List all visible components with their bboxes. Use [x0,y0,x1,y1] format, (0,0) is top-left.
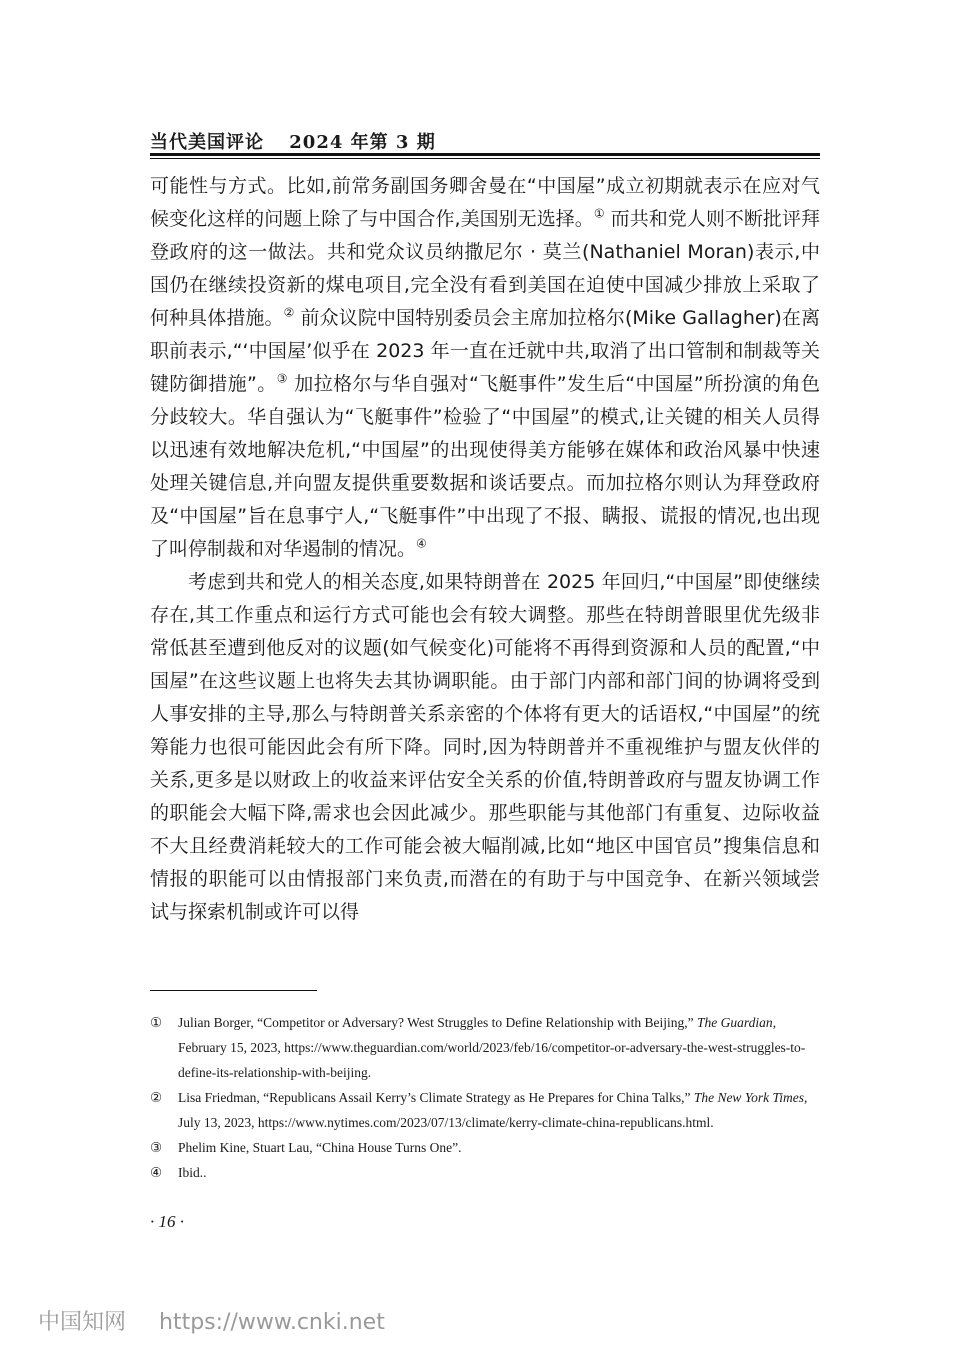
paragraph-text: 考虑到共和党人的相关态度,如果特朗普在 2025 年回归,“中国屋”即使继续存在,其工作重点和运行方式可能也会有较大调整。那些在特朗普眼里优先级非常低甚至遭到他反对的议题(如气候变化)可能将不再得到资源和人员的配置,“中国屋”在这些议题上也将失去其协调职能。由于部门内部和部门间的协调将受到人事安排的主导,那么与特朗普关系亲密的个体将有更大的话语权,“中国屋”的统筹能力也很可能因此会有所下降。同时,因为特朗普并不重视维护与盟友伙伴的关系,更多是以财政上的收益来评估安全关系的价值,特朗普政府与盟友协调工作的职能会大幅下降,需求也会因此减少。那些职能与其他部门有重复、边际收益不大且经费消耗较大的工作可能会被大幅削减,比如“地区中国官员”搜集信息和情报的职能可以由情报部门来负责,而潜在的有助于与中国竞争、在新兴领域尝试与探索机制或许可以得 [150,571,820,923]
footnote-source-title: The Guardian [697,1015,773,1030]
header-rule-thin [150,158,820,159]
footnote-ref[interactable]: ③ [276,371,288,386]
footnote-text: , July 13, 2023, https://www.nytimes.com/2023/07/13/climate/kerry-climate-china-republicans.html. [178,1090,808,1130]
footnote-text: Phelim Kine, Stuart Lau, “China House Turns One”. [178,1140,462,1155]
paragraph-text: 可能性与方式。比如,前常务副国务卿舍曼在“中国屋”成立初期就表示在应对气候变化这样的问题上除了与中国合作,美国别无选择。 [150,175,820,230]
footnote-text: Ibid.. [178,1165,207,1180]
footnote-text: Lisa Friedman, “Republicans Assail Kerry’s Climate Strategy as He Prepares for China Talks,” [178,1090,694,1105]
footnote-text: Julian Borger, “Competitor or Adversary? West Struggles to Define Relationship with Beijing,” [178,1015,698,1030]
footnote-item [150,1160,820,1185]
running-header [150,128,436,154]
paragraph-text: 而共和党人则不断批评拜登政府的这一做法。共和党众议员纳撒尼尔 · 莫兰(Nathaniel Moran)表示,中国仍在继续投资新的煤电项目,完全没有看到美国在迫使中国减少排放上采取了何种具体措施。 [150,208,820,329]
header-rule-thick [150,153,820,156]
footnote-ref[interactable]: ① [593,206,605,221]
footnote-mark: ② [150,1090,163,1105]
footnote-ref[interactable]: ② [283,305,295,320]
article-body [150,170,820,929]
footnote-item [150,1135,820,1160]
journal-title: 当代美国评论 [150,132,264,153]
footnote-item [150,1085,820,1135]
paragraph-text: 前众议院中国特别委员会主席加拉格尔(Mike Gallagher)在离职前表示,“‘中国屋’似乎在 2023 年一直在迁就中共,取消了出口管制和制裁等关键防御措施”。 [150,307,820,395]
footnote-rule [150,990,317,991]
footnote-mark: ④ [150,1165,163,1180]
watermark-brand: 中国知网 [38,1310,127,1335]
paragraph-text: 加拉格尔与华自强对“飞艇事件”发生后“中国屋”所扮演的角色分歧较大。华自强认为“飞艇事件”检验了“中国屋”的模式,让关键的相关人员得以迅速有效地解决危机,“中国屋”的出现使得美方能够在媒体和政治风暴中快速处理关键信息,并向盟友提供重要数据和谈话要点。而加拉格尔则认为拜登政府及“中国屋”旨在息事宁人,“飞艇事件”中出现了不报、瞒报、谎报的情况,也出现了叫停制裁和对华遏制的情况。 [150,373,821,560]
issue-label: 2024 年第 3 期 [289,132,436,153]
paragraph [150,566,820,929]
watermark-url: https://www.cnki.net [159,1310,385,1335]
paragraph [150,170,820,566]
footnote-ref[interactable]: ④ [416,536,427,551]
watermark [38,1305,385,1336]
footnote-text: , February 15, 2023, https://www.theguardian.com/world/2023/feb/16/competitor-or-adversary-the-west-struggles-to-define-its-relationship-with-beijing. [178,1015,806,1080]
footnote-mark: ③ [150,1140,163,1155]
footnote-source-title: The New York Times [693,1090,804,1105]
footnote-mark: ① [150,1015,163,1030]
page-number: · 16 · [150,1212,184,1231]
footnotes [150,1010,820,1185]
footnote-item [150,1010,820,1085]
